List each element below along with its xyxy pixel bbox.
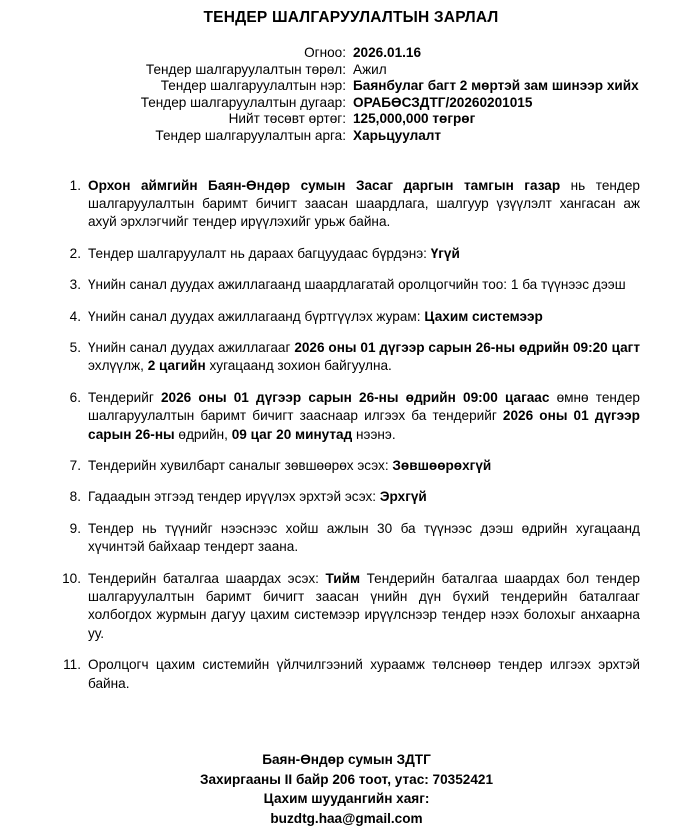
item-text-segment: Тендерийн баталгаа шаардах эсэх:: [88, 570, 326, 586]
item-number: 9.: [69, 520, 81, 536]
item-text-segment: Тендерийн баталгаа шаардах бол тендер шалгаруулалтын баримт бичигт заасан үнийн дүн бүхий тендерийн баталгааг холбогдох журмын дагуу цахим системээр ирүүлснээр тендер нээх болохыг анхаарна уу.: [88, 570, 640, 641]
item-text: [88, 488, 640, 506]
list-item: [62, 245, 640, 263]
list-item: [62, 570, 640, 644]
meta-value: Ажил: [353, 61, 387, 77]
meta-value: 2026.01.16: [353, 45, 422, 60]
item-text: [88, 570, 640, 644]
meta-value: 125,000,000 төгрөг: [353, 111, 476, 127]
item-text-segment: эхлүүлж,: [88, 358, 148, 374]
item-number: 1.: [69, 177, 81, 193]
list-item: [62, 488, 640, 506]
item-text-segment: Үнийн санал дуудах ажиллагаанд бүртгүүлэх журам:: [88, 308, 425, 324]
item-text-segment: Зөвшөөрөхгүй: [392, 458, 492, 474]
item-text: [88, 276, 640, 294]
page-title: ТЕНДЕР ШАЛГАРУУЛАЛТЫН ЗАРЛАЛ: [203, 9, 499, 26]
list-item: [62, 339, 640, 376]
meta-row: [0, 45, 693, 62]
item-text-segment: Гадаадын этгээд тендер ирүүлэх эрхтэй эсэх:: [88, 489, 380, 505]
meta-row: [0, 78, 693, 95]
item-text-segment: Оролцогч цахим системийн үйлчилгээний хураамж төлснөөр тендер илгээх эрхтэй байна.: [88, 657, 640, 691]
footer-email: buzdtg.haa@gmail.com: [270, 810, 423, 826]
item-text: [88, 656, 640, 693]
footer-email-label: Цахим шуудангийн хаяг:: [263, 791, 430, 806]
list-item: [62, 520, 640, 557]
meta-value: Баянбулаг багт 2 мөртэй зам шинээр хийх: [353, 78, 639, 94]
item-text-segment: өдрийн,: [174, 426, 232, 442]
item-number: 7.: [69, 458, 81, 474]
meta-label: Нийт төсөвт өртөг:: [228, 111, 346, 127]
item-text-segment: Орхон аймгийн Баян-Өндөр сумын Засаг даргын тамгын газар: [88, 177, 561, 193]
list-item: [62, 276, 640, 294]
meta-row: [0, 95, 693, 112]
meta-label: Тендер шалгаруулалтын дугаар:: [140, 94, 346, 110]
item-text-segment: нь тендер шалгаруулалтын баримт бичигт заасан шаардлага, шалгуур үзүүлэлт хангасан аж ахуй эрхлэгчийг тендер ирүүлэхийг урьж байна.: [88, 177, 640, 230]
item-text-segment: Үнийн санал дуудах ажиллагаанд шаардлагатай оролцогчийн тоо: 1 ба түүнээс дээш: [88, 277, 626, 293]
item-text-segment: Тийм: [325, 570, 361, 586]
item-text: [88, 308, 640, 326]
item-text-segment: 09 цаг 20 минутад: [231, 426, 353, 442]
item-number: 6.: [69, 389, 81, 405]
tender-details-list: [62, 177, 640, 694]
meta-label: Тендер шалгаруулалтын нэр:: [160, 78, 346, 94]
tender-meta-block: [0, 45, 693, 145]
item-text-segment: Эрхгүй: [379, 489, 427, 505]
list-item: [62, 656, 640, 693]
item-text-segment: өмнө тендер шалгаруулалтын баримт бичигт зааснаар илгээх ба тендерийг: [88, 389, 640, 424]
item-number: 8.: [69, 489, 81, 505]
item-number: 10.: [62, 570, 81, 586]
item-text: [88, 177, 640, 232]
item-number: 4.: [69, 308, 81, 324]
item-text-segment: 2026 оны 01 дүгээр сарын 26-ны: [88, 408, 640, 442]
item-text-segment: хугацаанд зохион байгуулна.: [205, 358, 392, 374]
meta-label: Тендер шалгаруулалтын арга:: [155, 127, 346, 143]
item-text-segment: Үнийн санал дуудах ажиллагааг: [88, 340, 295, 355]
meta-row: [0, 111, 693, 128]
item-text-segment: Тендерийн хувилбарт саналыг зөвшөөрөх эсэх:: [88, 458, 393, 474]
item-text-segment: Тендер шалгаруулалт нь дараах багцуудаас бүрдэнэ:: [88, 245, 431, 261]
footer-address-phone: Захиргааны II байр 206 тоот, утас: 70352421: [199, 771, 494, 787]
meta-row: [0, 62, 693, 79]
meta-value: ОРАБӨСЗДТГ/20260201015: [353, 94, 533, 110]
item-text-segment: 2 цагийн: [147, 358, 206, 374]
item-text-segment: Цахим системээр: [424, 308, 543, 324]
item-number: 11.: [63, 657, 81, 673]
item-text: [88, 457, 640, 475]
item-text-segment: нээнэ.: [352, 426, 396, 442]
item-text-segment: Тендер нь түүнийг нээснээс хойш ажлын 30 ба түүнээс дээш өдрийн хугацаанд хүчинтэй байхаар тендерт заана.: [88, 520, 640, 555]
meta-label: Тендер шалгаруулалтын төрөл:: [145, 61, 346, 77]
meta-label: Огноо:: [304, 45, 346, 60]
item-text-segment: Үгүй: [430, 245, 460, 261]
contact-footer: [0, 750, 693, 828]
meta-value: Харьцуулалт: [353, 127, 442, 143]
item-number: 5.: [69, 340, 81, 355]
item-text: [88, 520, 640, 557]
item-number: 3.: [69, 277, 81, 293]
item-text: [88, 339, 640, 376]
list-item: [62, 457, 640, 475]
footer-org-name: Баян-Өндөр сумын ЗДТГ: [262, 752, 431, 767]
item-text-segment: 2026 оны 01 дүгээр сарын 26-ны өдрийн 09:00 цагаас: [161, 389, 550, 405]
meta-row: [0, 128, 693, 145]
list-item: [62, 308, 640, 326]
item-number: 2.: [69, 245, 81, 261]
item-text: [88, 245, 640, 263]
item-text: [88, 389, 640, 444]
list-item: [62, 177, 640, 232]
item-text-segment: Тендерийг: [88, 389, 161, 405]
item-text-segment: 2026 оны 01 дүгээр сарын 26-ны өдрийн 09:20 цагт: [294, 340, 641, 355]
list-item: [62, 389, 640, 444]
